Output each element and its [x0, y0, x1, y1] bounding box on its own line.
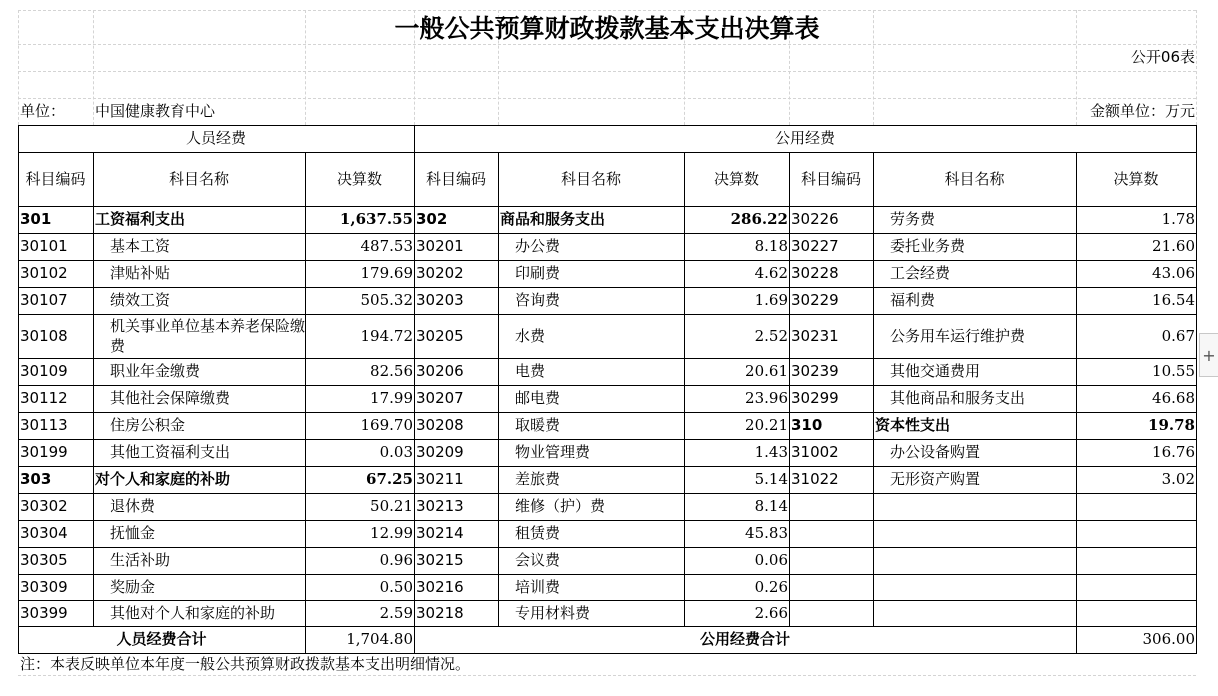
amount-unit: 金额单位：万元: [1089, 102, 1195, 120]
subject-amount: 1.78: [1161, 210, 1195, 228]
subject-amount: 19.78: [1148, 416, 1195, 434]
subject-amount: 2.52: [754, 326, 788, 345]
subject-amount: 23.96: [745, 389, 788, 407]
section-public: 公用经费: [774, 129, 835, 147]
subject-amount: 1.43: [754, 443, 788, 461]
expand-icon[interactable]: +: [1199, 333, 1218, 377]
subject-code: 30202: [416, 264, 464, 282]
subject-amount: [1076, 520, 1196, 547]
gridline: [18, 71, 1196, 72]
subject-code: 31022: [791, 470, 839, 488]
subject-name: 差旅费: [515, 470, 561, 488]
subject-amount: 1,637.55: [339, 210, 413, 228]
subject-name: 住房公积金: [110, 416, 186, 434]
subject-name: 其他工资福利支出: [110, 443, 231, 461]
subject-name: [873, 493, 1076, 520]
subject-code: 301: [20, 210, 52, 228]
header-amount: 决算数: [336, 169, 382, 188]
subject-amount: 17.99: [370, 389, 413, 407]
section-personnel: 人员经费: [185, 129, 246, 147]
subject-code: 30101: [20, 237, 68, 255]
subject-name: 无形资产购置: [890, 470, 981, 488]
header-amount: 决算数: [713, 169, 759, 188]
subject-code: 30205: [416, 326, 464, 345]
subject-name: 会议费: [515, 551, 561, 569]
subject-amount: 0.96: [379, 551, 413, 569]
subject-code: 30399: [20, 603, 68, 622]
subject-name: 劳务费: [890, 210, 936, 228]
subject-amount: 45.83: [745, 524, 788, 542]
subject-code: 30226: [791, 210, 839, 228]
personnel-total-label: 人员经费合计: [116, 630, 207, 648]
subject-code: 31002: [791, 443, 839, 461]
gridline: [18, 675, 1196, 676]
subject-code: 302: [416, 210, 448, 228]
subject-name: 其他社会保障缴费: [110, 389, 231, 407]
subject-code: 310: [791, 416, 823, 434]
subject-name: 培训费: [515, 577, 561, 596]
subject-amount: 50.21: [370, 497, 413, 515]
subject-code: 30227: [791, 237, 839, 255]
unit-name: 中国健康教育中心: [95, 102, 216, 120]
subject-name: 维修（护）费: [515, 497, 606, 515]
border-line: [1196, 125, 1197, 654]
subject-code: 30215: [416, 551, 464, 569]
subject-code: 30109: [20, 362, 68, 380]
subject-code: 30299: [791, 389, 839, 407]
subject-name: 商品和服务支出: [500, 210, 606, 228]
subject-amount: [1076, 574, 1196, 600]
subject-code: 30304: [20, 524, 68, 542]
subject-code: 30302: [20, 497, 68, 515]
subject-name: 基本工资: [110, 237, 171, 255]
subject-amount: 8.14: [754, 497, 788, 515]
public-total-value: 306.00: [1142, 630, 1195, 648]
subject-name: 资本性支出: [875, 416, 951, 434]
subject-amount: 20.61: [745, 362, 788, 380]
subject-name: 绩效工资: [110, 291, 171, 309]
subject-code: [789, 493, 873, 520]
subject-code: 30199: [20, 443, 68, 461]
subject-name: 委托业务费: [890, 237, 966, 255]
subject-amount: 16.76: [1152, 443, 1195, 461]
subject-amount: 8.18: [754, 237, 788, 255]
subject-amount: [1076, 600, 1196, 626]
subject-amount: 43.06: [1152, 264, 1195, 282]
subject-amount: 2.66: [754, 603, 788, 622]
subject-amount: 12.99: [370, 524, 413, 542]
subject-name: 机关事业单位基本养老保险缴费: [110, 317, 305, 355]
subject-name: 福利费: [890, 291, 936, 309]
subject-name: 印刷费: [515, 264, 561, 282]
subject-name: 工会经费: [890, 264, 951, 282]
subject-amount: 67.25: [366, 470, 413, 488]
subject-code: 30214: [416, 524, 464, 542]
header-name: 科目名称: [560, 169, 621, 188]
public-total-label: 公用经费合计: [699, 630, 790, 648]
subject-amount: 0.67: [1161, 326, 1195, 345]
subject-code: 30207: [416, 389, 464, 407]
subject-amount: 0.06: [754, 551, 788, 569]
subject-name: 专用材料费: [515, 603, 591, 622]
subject-name: 工资福利支出: [95, 210, 186, 228]
subject-code: 30218: [416, 603, 464, 622]
subject-name: 对个人和家庭的补助: [95, 470, 231, 488]
subject-code: 30203: [416, 291, 464, 309]
personnel-total-value: 1,704.80: [346, 630, 413, 648]
subject-name: 奖励金: [110, 577, 156, 596]
subject-amount: 194.72: [360, 326, 413, 345]
subject-code: 30213: [416, 497, 464, 515]
subject-name: 生活补助: [110, 551, 171, 569]
subject-code: 30209: [416, 443, 464, 461]
subject-code: 30216: [416, 577, 464, 596]
subject-amount: 179.69: [360, 264, 413, 282]
subject-amount: 16.54: [1152, 291, 1195, 309]
subject-code: [789, 600, 873, 626]
subject-name: 物业管理费: [515, 443, 591, 461]
subject-code: 30112: [20, 389, 68, 407]
subject-amount: 10.55: [1152, 362, 1195, 380]
subject-name: [873, 600, 1076, 626]
subject-code: 30228: [791, 264, 839, 282]
unit-label: 单位：: [20, 102, 66, 120]
subject-name: 职业年金缴费: [110, 362, 201, 380]
subject-name: 办公费: [515, 237, 561, 255]
subject-code: 30229: [791, 291, 839, 309]
subject-code: 30208: [416, 416, 464, 434]
subject-code: 30107: [20, 291, 68, 309]
subject-name: 取暖费: [515, 416, 561, 434]
subject-amount: 505.32: [360, 291, 413, 309]
subject-name: 水费: [515, 326, 546, 345]
subject-name: 津贴补贴: [110, 264, 171, 282]
form-number: 公开06表: [1130, 48, 1195, 66]
subject-code: 303: [20, 470, 52, 488]
subject-code: 30305: [20, 551, 68, 569]
subject-code: 30108: [20, 326, 68, 345]
header-amount: 决算数: [1113, 169, 1159, 188]
subject-code: 30211: [416, 470, 464, 488]
subject-name: 办公设备购置: [890, 443, 981, 461]
subject-name: [873, 520, 1076, 547]
subject-amount: 0.50: [379, 577, 413, 596]
subject-amount: 82.56: [370, 362, 413, 380]
subject-amount: 169.70: [360, 416, 413, 434]
subject-amount: 0.03: [379, 443, 413, 461]
subject-code: [789, 520, 873, 547]
subject-name: 抚恤金: [110, 524, 156, 542]
subject-code: 30201: [416, 237, 464, 255]
subject-name: 退休费: [110, 497, 156, 515]
subject-name: [873, 547, 1076, 574]
subject-name: 电费: [515, 362, 546, 380]
subject-name: 公务用车运行维护费: [890, 326, 1026, 345]
subject-code: 30231: [791, 326, 839, 345]
subject-amount: 4.62: [754, 264, 788, 282]
subject-amount: 2.59: [379, 603, 413, 622]
subject-code: 30113: [20, 416, 68, 434]
subject-name: 邮电费: [515, 389, 561, 407]
subject-code: 30102: [20, 264, 68, 282]
header-name: 科目名称: [944, 169, 1005, 188]
table-title: 一般公共预算财政拨款基本支出决算表: [394, 13, 820, 43]
subject-name: 咨询费: [515, 291, 561, 309]
header-code: 科目编码: [425, 169, 486, 188]
subject-code: 30239: [791, 362, 839, 380]
gridline: [1196, 10, 1197, 125]
subject-amount: 3.02: [1161, 470, 1195, 488]
subject-amount: 20.21: [745, 416, 788, 434]
subject-amount: 0.26: [754, 577, 788, 596]
header-code: 科目编码: [800, 169, 861, 188]
subject-amount: 1.69: [754, 291, 788, 309]
subject-code: [789, 574, 873, 600]
subject-name: 其他商品和服务支出: [890, 389, 1026, 407]
subject-name: 其他交通费用: [890, 362, 981, 380]
header-name: 科目名称: [168, 169, 229, 188]
subject-amount: 46.68: [1152, 389, 1195, 407]
table-note: 注：本表反映单位本年度一般公共预算财政拨款基本支出明细情况。: [20, 654, 471, 673]
subject-name: 租赁费: [515, 524, 561, 542]
subject-code: 30206: [416, 362, 464, 380]
subject-name: 其他对个人和家庭的补助: [110, 603, 276, 622]
subject-amount: 5.14: [754, 470, 788, 488]
subject-code: 30309: [20, 577, 68, 596]
subject-name: [873, 574, 1076, 600]
subject-amount: 286.22: [730, 210, 788, 228]
subject-amount: [1076, 493, 1196, 520]
subject-amount: 487.53: [360, 237, 413, 255]
subject-code: [789, 547, 873, 574]
subject-amount: 21.60: [1152, 237, 1195, 255]
header-code: 科目编码: [25, 169, 86, 188]
subject-amount: [1076, 547, 1196, 574]
